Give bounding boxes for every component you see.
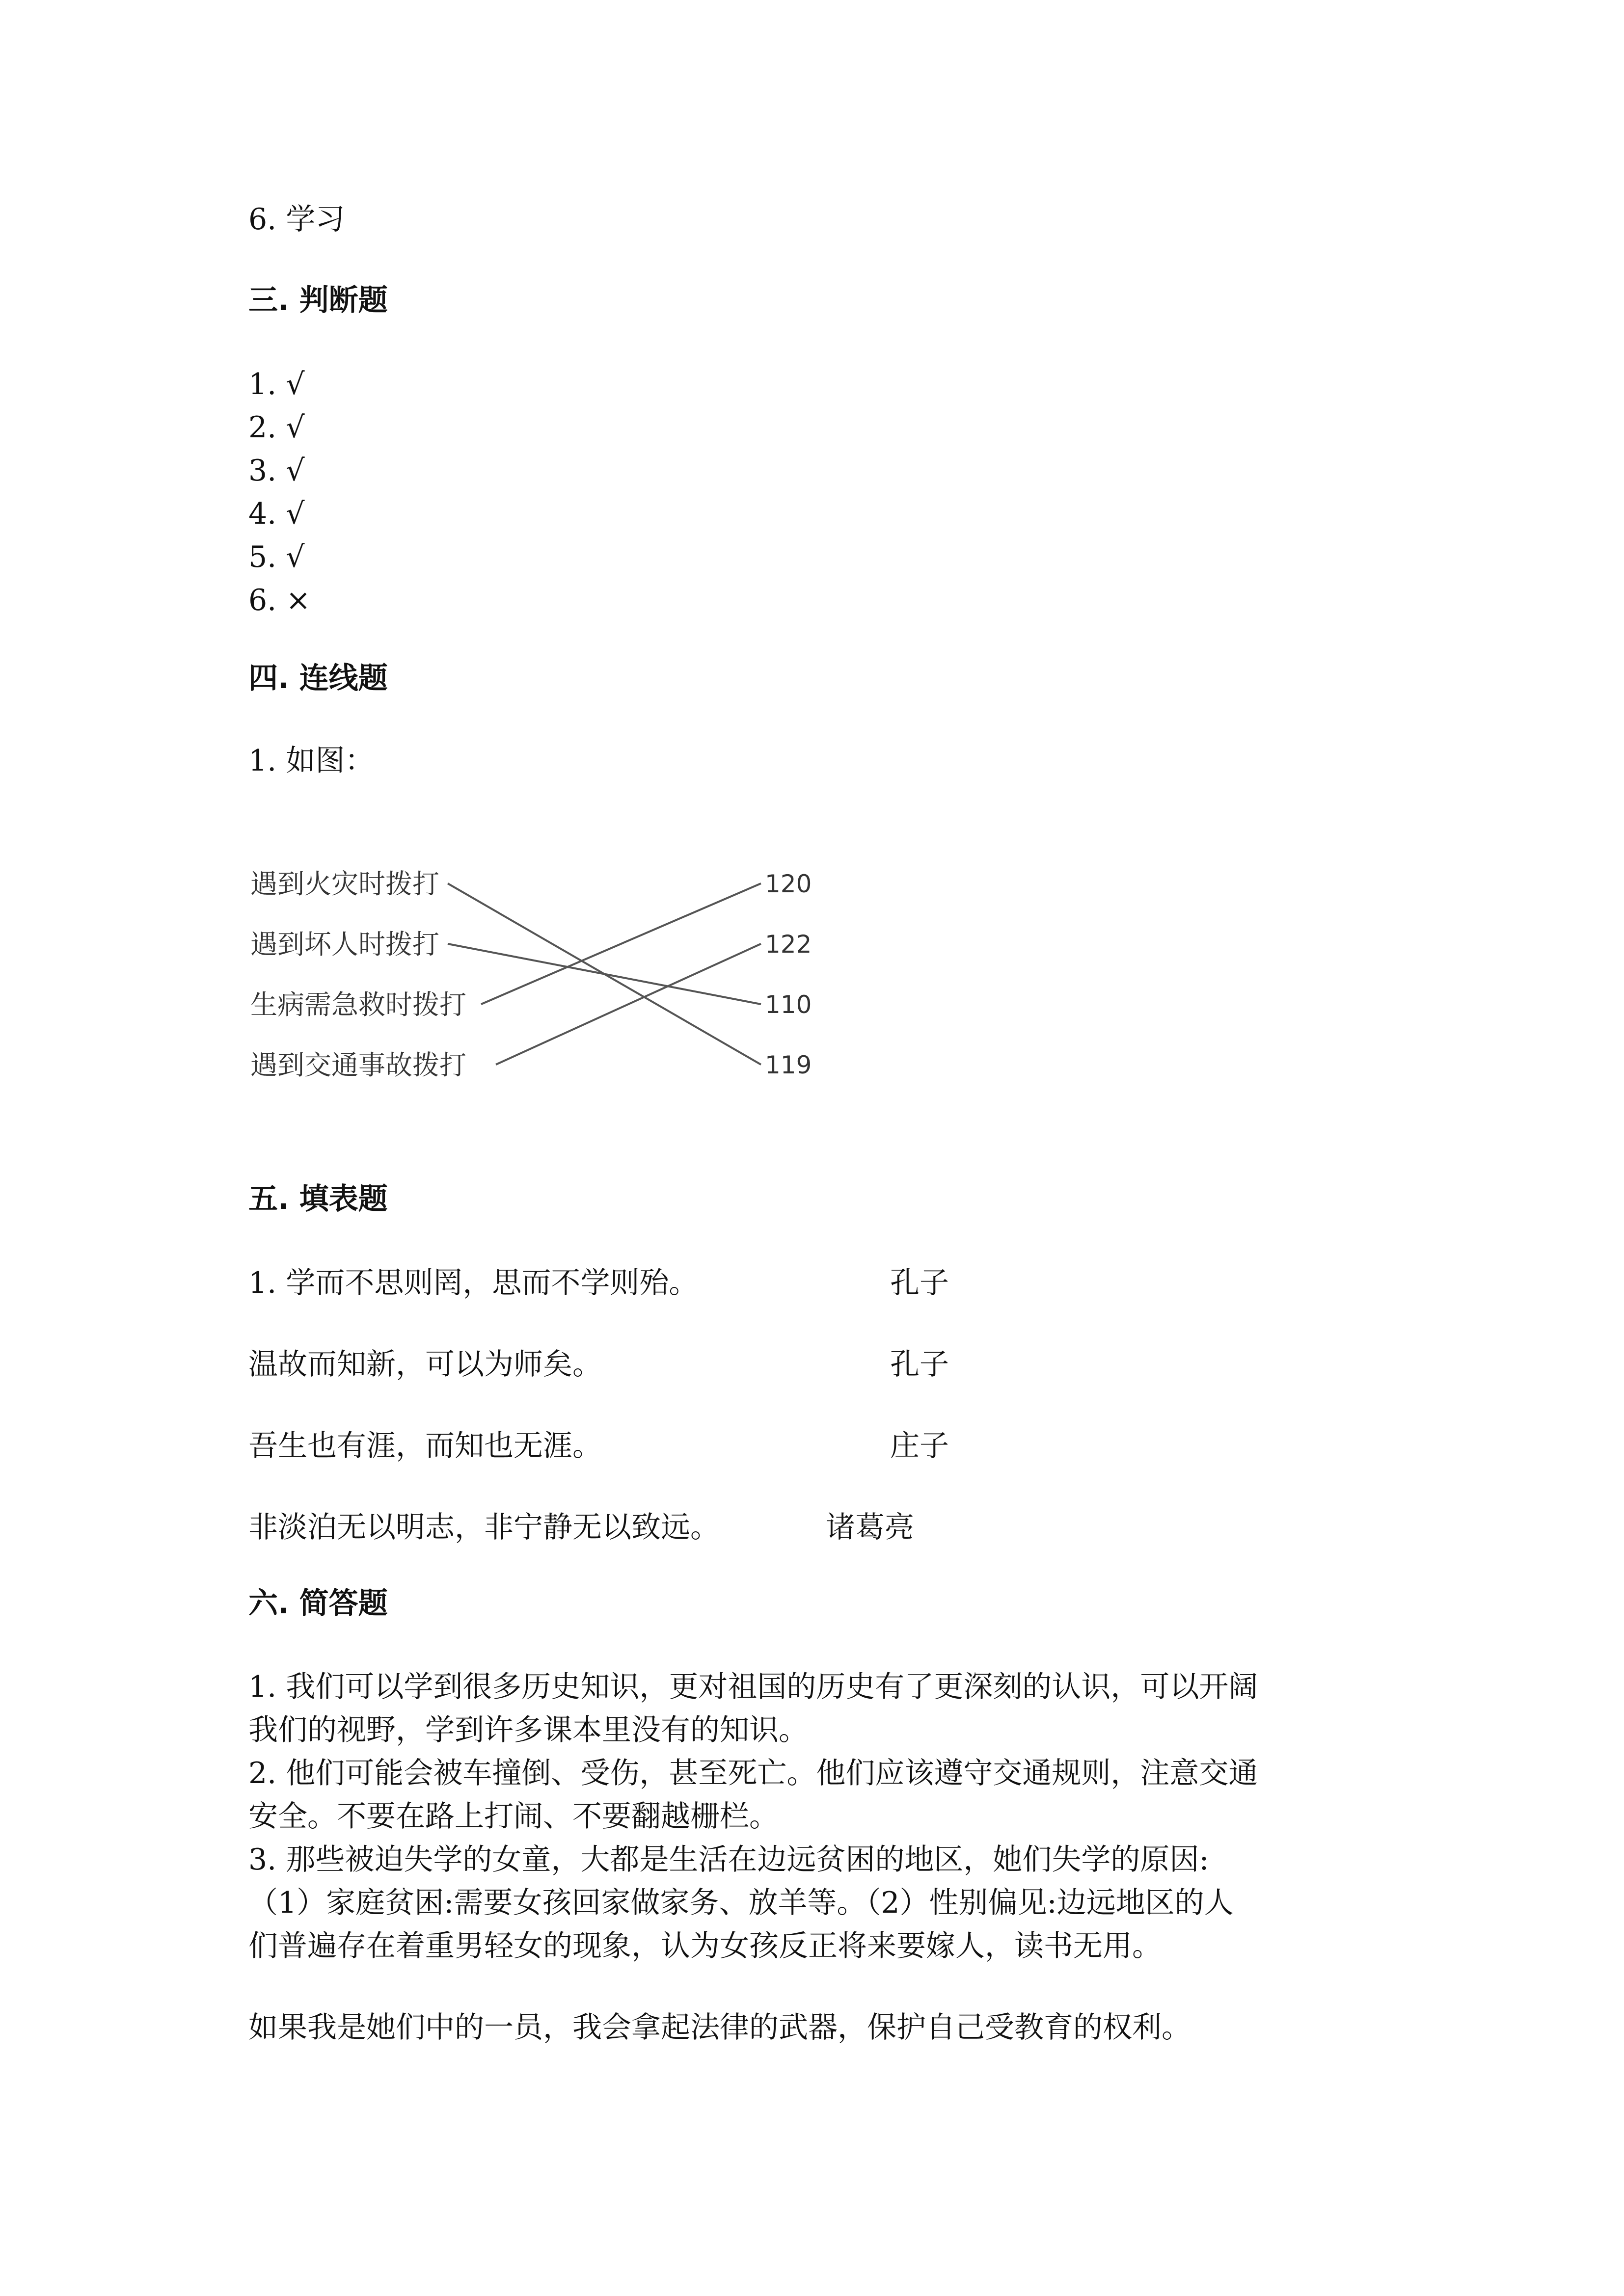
answer-line: 们普遍存在着重男轻女的现象，认为女孩反正将来要嫁人，读书无用。 (248, 1929, 1162, 1963)
quote-4-author: 诸葛亮 (826, 1510, 914, 1545)
matching-left-item: 遇到火灾时拨打 (250, 868, 440, 900)
answer-line: （1）家庭贫困:需要女孩回家做家务、放羊等。（2）性别偏见:边远地区的人 (248, 1886, 1234, 1920)
fill-answer-6: 6. 学习 (248, 202, 345, 237)
judgement-answer-4: 4. √ (248, 497, 305, 531)
matching-line (481, 883, 761, 1004)
matching-line (496, 944, 761, 1065)
matching-item-1: 1. 如图： (248, 744, 375, 778)
answer-conclusion: 如果我是她们中的一员，我会拿起法律的武器，保护自己受教育的权利。 (248, 2010, 1191, 2045)
matching-line (448, 944, 761, 1004)
matching-left-item: 遇到交通事故拨打 (250, 1049, 467, 1081)
judgement-answer-2: 2. √ (248, 410, 305, 445)
matching-diagram (245, 849, 825, 1090)
answer-line: 3. 那些被迫失学的女童，大都是生活在边远贫困的地区，她们失学的原因: (248, 1842, 1209, 1877)
quote-2: 温故而知新，可以为师矣。 (248, 1347, 602, 1382)
matching-right-item: 120 (765, 870, 812, 898)
section-title-matching: 四. 连线题 (248, 661, 388, 695)
quote-1: 1. 学而不思则罔，思而不学则殆。 (248, 1266, 699, 1300)
quote-3-author: 庄子 (890, 1429, 949, 1463)
matching-right-item: 119 (765, 1051, 812, 1079)
judgement-answer-3: 3. √ (248, 454, 305, 488)
matching-right-item: 122 (765, 930, 812, 959)
matching-right-item: 110 (765, 990, 812, 1019)
answer-line: 我们的视野，学到许多课本里没有的知识。 (248, 1713, 808, 1747)
answer-line: 1. 我们可以学到很多历史知识，更对祖国的历史有了更深刻的认识，可以开阔 (248, 1670, 1258, 1704)
quote-4: 非淡泊无以明志，非宁静无以致远。 (248, 1510, 720, 1545)
judgement-answer-1: 1. √ (248, 367, 305, 401)
answer-line: 2. 他们可能会被车撞倒、受伤，甚至死亡。他们应该遵守交通规则，注意交通 (248, 1756, 1258, 1790)
quote-1-author: 孔子 (890, 1266, 949, 1300)
answer-line: 安全。不要在路上打闹、不要翻越栅栏。 (248, 1799, 779, 1834)
matching-left-item: 生病需急救时拨打 (250, 989, 467, 1020)
section-title-table: 五. 填表题 (248, 1182, 388, 1216)
section-title-judgement: 三. 判断题 (248, 283, 388, 318)
quote-3: 吾生也有涯，而知也无涯。 (248, 1429, 602, 1463)
section-title-short-answer: 六. 简答题 (248, 1586, 388, 1621)
quote-2-author: 孔子 (890, 1347, 949, 1382)
judgement-answer-6: 6. × (248, 583, 311, 617)
judgement-answer-5: 5. √ (248, 540, 305, 574)
matching-left-item: 遇到坏人时拨打 (250, 929, 440, 960)
